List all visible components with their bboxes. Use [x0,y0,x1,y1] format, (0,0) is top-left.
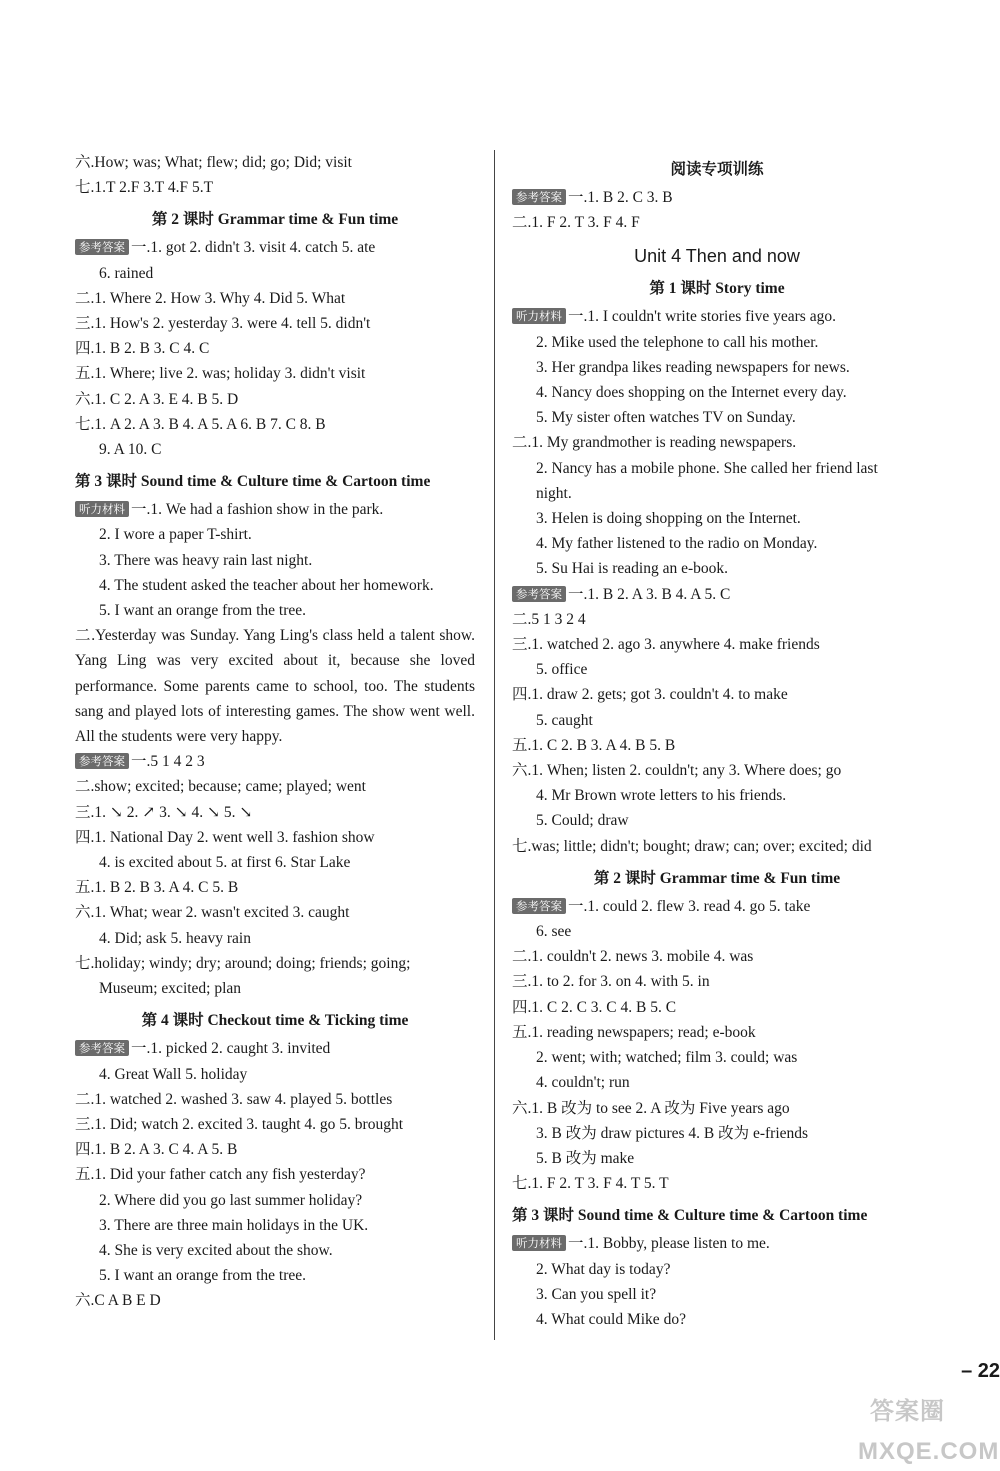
answer-text: 二.1. Where 2. How 3. Why 4. Did 5. What [75,289,346,307]
answer-text: 4. is excited about 5. at first 6. Star Lake [99,854,351,872]
answer-line [512,430,922,455]
answer-line [512,783,922,808]
answer-line [512,1045,922,1070]
answer-line [512,1146,922,1171]
answer-line [75,1288,475,1313]
answer-line [512,506,922,531]
answer-line [512,995,922,1020]
answer-line [512,304,922,329]
answer-text: 3. There are three main holidays in the UK. [99,1216,369,1234]
answer-paragraph: 二.Yesterday was Sunday. Yang Ling's class held a talent show. Yang Ling was very excited about it, because she loved performance. Some parents came to school, too. The students sang and played lots of interesting games. The show went well. All the students were very happy. [75,627,475,746]
answer-tag: 参考答案 [512,898,566,914]
answer-text: 2. What day is today? [536,1260,671,1278]
answer-line [512,708,922,733]
answer-tag: 听力材料 [512,308,566,324]
answer-line [75,875,475,900]
answer-text: 二.1. couldn't 2. news 3. mobile 4. was [512,948,754,966]
answer-line [75,573,475,598]
answer-text: 4. Mr Brown wrote letters to his friends. [536,787,787,805]
answer-text: 5. caught [536,711,593,729]
watermark-url: MXQE.COM [858,1438,1000,1465]
answer-line [512,1307,922,1332]
answer-line [75,311,475,336]
answer-text: Museum; excited; plan [99,980,242,998]
answer-line [75,437,475,462]
answer-text: 七.1. A 2. A 3. B 4. A 5. A 6. B 7. C 8. B [75,415,326,433]
answer-line [75,800,475,825]
answer-line [75,976,475,1001]
answer-text: 4. What could Mike do? [536,1310,686,1328]
answer-tag: 参考答案 [75,239,129,255]
answer-text: 5. B 改为 make [536,1149,635,1167]
answer-line [512,1121,922,1146]
answer-line [512,1020,922,1045]
answer-line [512,1070,922,1095]
section-heading: 第 3 课时 Sound time & Culture time & Cartoon time [512,1207,868,1225]
answer-line [75,1263,475,1288]
answer-text: 5. Su Hai is reading an e-book. [536,560,728,578]
answer-text: 3. Her grandpa likes reading newspapers for news. [536,358,850,376]
answer-text: 三.1. watched 2. ago 3. anywhere 4. make friends [512,636,820,654]
section-heading: 阅读专项训练 [670,161,764,178]
answer-text: 4. The student asked the teacher about her homework. [99,576,434,594]
answer-line [512,185,922,210]
answer-text: 七.holiday; windy; dry; around; doing; friends; going; [75,954,411,972]
answer-text: 一.1. I couldn't write stories five years ago. [568,308,836,326]
answer-text: 3. Can you spell it? [536,1285,657,1303]
answer-line [75,774,475,799]
watermark-text: 答案圈 [870,1398,945,1425]
answer-text: 六.1. When; listen 2. couldn't; any 3. Where does; go [512,762,842,780]
answer-text: 六.C A B E D [75,1292,161,1310]
answer-tag: 参考答案 [75,1040,129,1056]
answer-text: 3. There was heavy rain last night. [99,551,313,569]
answer-line [512,1257,922,1282]
answer-text: 五.1. reading newspapers; read; e-book [512,1023,756,1041]
answer-text: 一.1. Bobby, please listen to me. [568,1235,770,1253]
answer-line [75,1062,475,1087]
answer-line [512,834,922,859]
answer-line [75,150,475,175]
right-column [512,150,922,1332]
answer-text: 一.1. picked 2. caught 3. invited [131,1040,331,1058]
page-number: – 22 [961,1360,1000,1382]
answer-text: 一.5 1 4 2 3 [131,753,205,771]
answer-text: 二.1. watched 2. washed 3. saw 4. played 5. bottles [75,1090,393,1108]
answer-text: 6. see [536,923,572,941]
answer-text: 四.1. National Day 2. went well 3. fashion show [75,828,375,846]
answer-text: 二.show; excited; because; came; played; went [75,778,366,796]
answer-text: 七.1. F 2. T 3. F 4. T 5. T [512,1175,669,1193]
answer-text: 一.1. got 2. didn't 3. visit 4. catch 5. ate [131,239,376,257]
answer-text: 一.1. B 2. C 3. B [568,189,673,206]
answer-text: night. [536,484,572,502]
answer-text: 五.1. C 2. B 3. A 4. B 5. B [512,736,676,754]
answer-line [512,733,922,758]
answer-text: 六.1. What; wear 2. wasn't excited 3. caught [75,904,350,922]
left-column [75,150,475,1314]
answer-line [75,175,475,200]
answer-text: 3. Helen is doing shopping on the Internet. [536,510,801,528]
answer-tag: 听力材料 [512,1235,566,1251]
answer-line [75,598,475,623]
answer-line [512,657,922,682]
answer-text: 七.was; little; didn't; bought; draw; can; over; excited; did [512,837,872,855]
answer-text: 四.1. C 2. C 3. C 4. B 5. C [512,998,677,1016]
answer-text: 2. went; with; watched; film 3. could; was [536,1049,798,1067]
answer-line [512,556,922,581]
answer-text: 一.1. could 2. flew 3. read 4. go 5. take [568,897,811,915]
answer-line [75,261,475,286]
answer-text: 七.1.T 2.F 3.T 4.F 5.T [75,179,214,197]
answer-text: 4. Did; ask 5. heavy rain [99,929,251,947]
answer-line [512,682,922,707]
answer-text: 2. Where did you go last summer holiday? [99,1191,363,1209]
section-heading: 第 3 课时 Sound time & Culture time & Cartoon time [75,473,431,491]
answer-line [75,387,475,412]
answer-text: 五.1. B 2. B 3. A 4. C 5. B [75,879,239,897]
answer-line [75,1112,475,1137]
answer-line [75,286,475,311]
answer-text: 4. couldn't; run [536,1074,630,1092]
answer-line [75,1036,475,1061]
answer-line [512,632,922,657]
answer-text: 四.1. draw 2. gets; got 3. couldn't 4. to make [512,686,788,704]
watermark-logo [850,1383,1000,1468]
answer-text: 2. Mike used the telephone to call his mother. [536,333,819,351]
answer-tag: 参考答案 [75,753,129,769]
answer-text: 6. rained [99,264,154,282]
answer-line [512,808,922,833]
answer-text: 4. She is very excited about the show. [99,1241,333,1259]
answer-text: 二.1. F 2. T 3. F 4. F [512,214,640,232]
answer-line [75,336,475,361]
answer-line [512,894,922,919]
answer-line [512,210,922,235]
unit-title: Unit 4 Then and now [634,246,800,267]
answer-text: 六.1. B 改为 to see 2. A 改为 Five years ago [512,1099,790,1117]
answer-line [512,456,922,481]
answer-line [512,1171,922,1196]
answer-line [75,412,475,437]
answer-line [75,951,475,976]
answer-line [75,361,475,386]
answer-line [512,582,922,607]
answer-line [512,380,922,405]
column-divider [494,150,495,1340]
answer-text: 5. I want an orange from the tree. [99,1267,307,1285]
answer-tag: 参考答案 [512,189,566,205]
answer-text: 一.1. B 2. A 3. B 4. A 5. C [568,585,731,603]
answer-text: 六.How; was; What; flew; did; go; Did; visit [75,154,352,171]
answer-line [512,330,922,355]
answer-line [75,900,475,925]
answer-text: 9. A 10. C [99,441,162,459]
answer-line [75,1238,475,1263]
answer-line [512,1231,922,1256]
answer-text: 一.1. We had a fashion show in the park. [131,501,384,519]
answer-line [75,926,475,951]
answer-line [512,758,922,783]
answer-line [512,531,922,556]
answer-text: 4. Nancy does shopping on the Internet every day. [536,384,847,402]
answer-line [75,1137,475,1162]
answer-line [75,850,475,875]
section-heading: 第 2 课时 Grammar time & Fun time [593,869,841,887]
answer-text: 二.5 1 3 2 4 [512,610,586,628]
answer-line [75,1213,475,1238]
answer-text: 2. Nancy has a mobile phone. She called her friend last [536,459,878,477]
answer-text: 4. My father listened to the radio on Monday. [536,535,818,553]
answer-line [75,1087,475,1112]
answer-text: 3. B 改为 draw pictures 4. B 改为 e-friends [536,1124,809,1142]
answer-line [512,481,922,506]
answer-line [75,749,475,774]
answer-line [75,825,475,850]
answer-text: 五.1. Did your father catch any fish yesterday? [75,1166,366,1184]
answer-line [75,497,475,522]
answer-text: 4. Great Wall 5. holiday [99,1065,248,1083]
answer-text: 二.1. My grandmother is reading newspapers. [512,434,797,452]
answer-line [75,235,475,260]
answer-text: 5. I want an orange from the tree. [99,602,307,620]
answer-line [75,1188,475,1213]
answer-text: 2. I wore a paper T-shirt. [99,526,252,544]
answer-line [512,355,922,380]
answer-text: 五.1. Where; live 2. was; holiday 3. didn't visit [75,365,366,383]
answer-line [512,1282,922,1307]
section-heading: 第 4 课时 Checkout time & Ticking time [141,1012,409,1030]
answer-line [512,405,922,430]
answer-text: 5. office [536,661,588,679]
answer-tag: 听力材料 [75,501,129,517]
answer-text: 5. My sister often watches TV on Sunday. [536,409,796,427]
answer-line [75,1162,475,1187]
answer-line [512,607,922,632]
answer-text: 5. Could; draw [536,812,629,830]
answer-text: 三.1. ↘ 2. ↗ 3. ↘ 4. ↘ 5. ↘ [75,803,253,821]
answer-text: 三.1. to 2. for 3. on 4. with 5. in [512,973,710,991]
answer-text: 三.1. Did; watch 2. excited 3. taught 4. go 5. brought [75,1115,404,1133]
answer-text: 三.1. How's 2. yesterday 3. were 4. tell 5. didn't [75,315,371,333]
section-heading: 第 1 课时 Story time [649,280,785,298]
answer-line [75,548,475,573]
answer-line [75,522,475,547]
answer-text: 四.1. B 2. B 3. C 4. C [75,340,210,358]
section-heading: 第 2 课时 Grammar time & Fun time [151,211,399,229]
answer-line [512,919,922,944]
answer-text: 四.1. B 2. A 3. C 4. A 5. B [75,1141,238,1159]
answer-line [512,969,922,994]
answer-line [512,944,922,969]
answer-text: 六.1. C 2. A 3. E 4. B 5. D [75,390,239,408]
answer-line [512,1096,922,1121]
answer-tag: 参考答案 [512,586,566,602]
